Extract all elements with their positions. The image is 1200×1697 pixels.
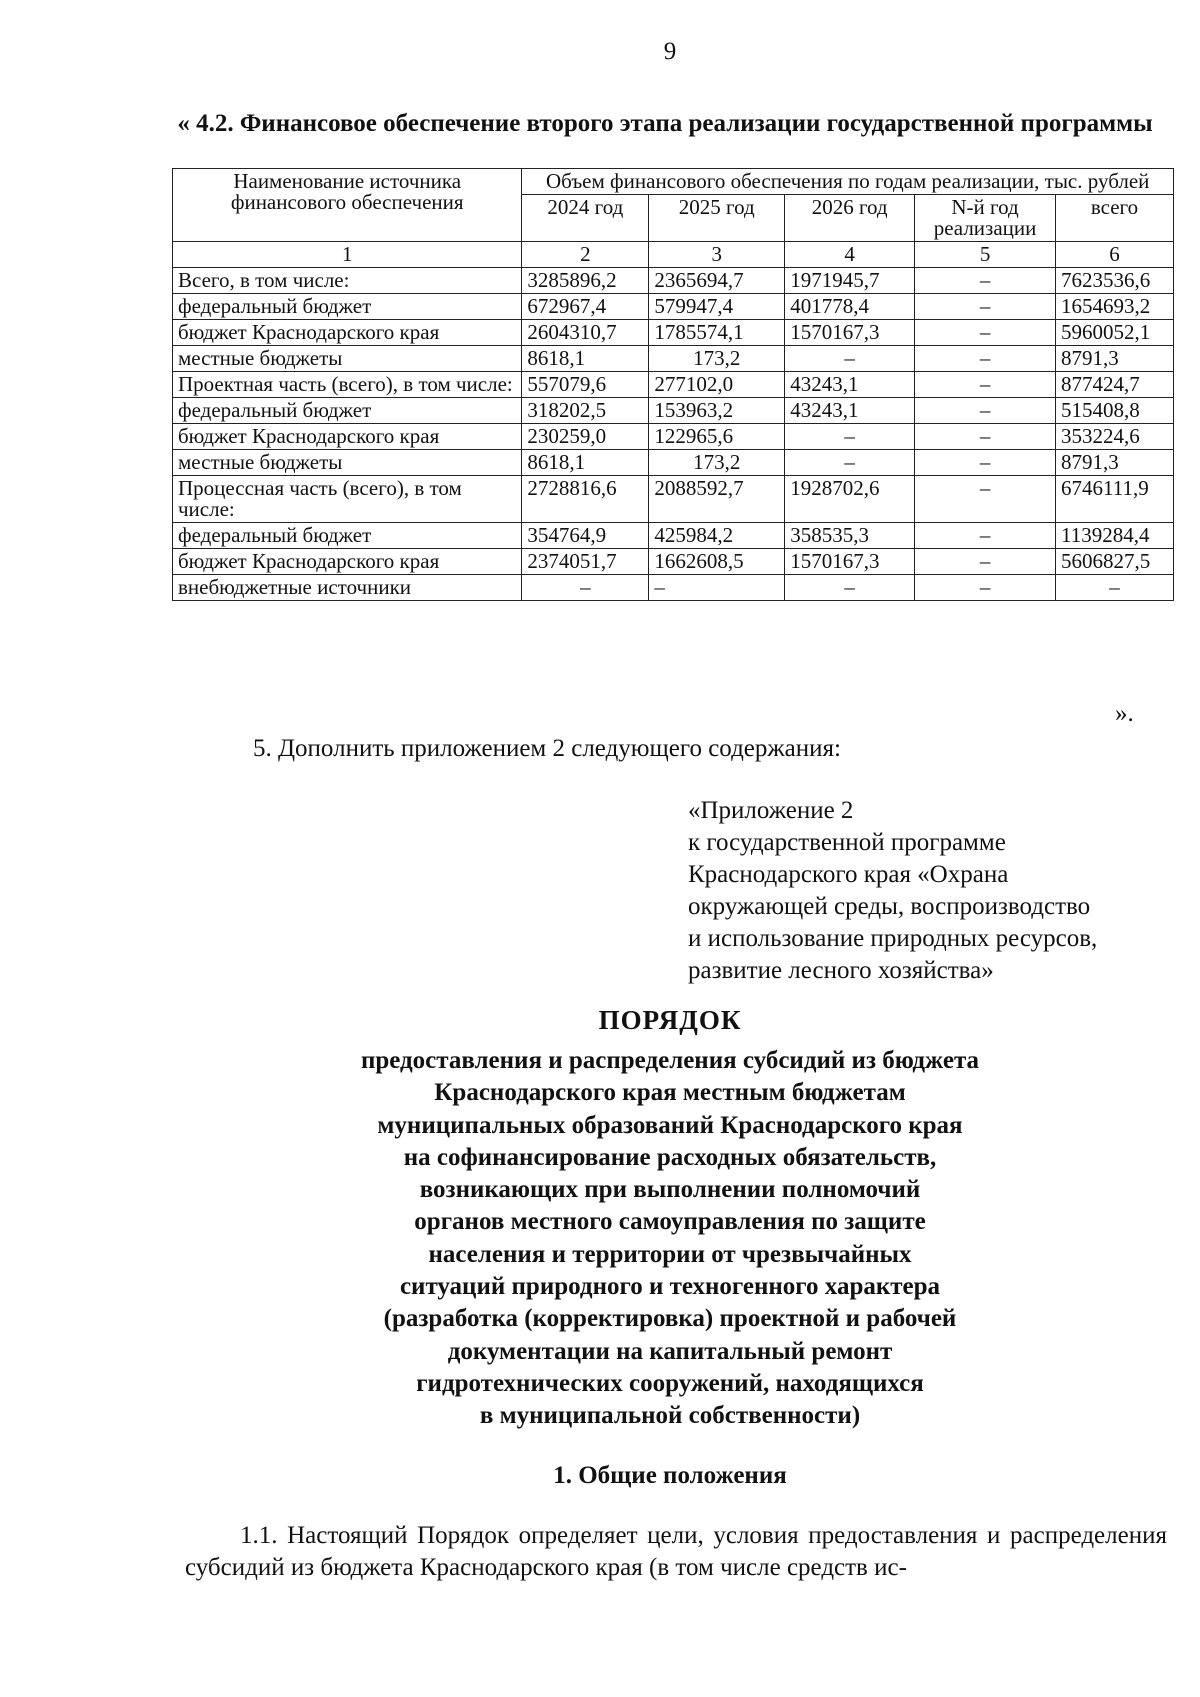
column-number: 2 — [522, 242, 649, 268]
row-label: бюджет Краснодарского края — [173, 320, 522, 346]
cell-value: 5606827,5 — [1056, 549, 1174, 575]
table-row — [173, 398, 1174, 424]
cell-value: – — [915, 476, 1056, 523]
row-label: бюджет Краснодарского края — [173, 549, 522, 575]
cell-value: – — [785, 450, 915, 476]
cell-value: 8618,1 — [522, 450, 649, 476]
cell-value: 43243,1 — [785, 372, 915, 398]
subtitle-line: на софинансирование расходных обязательств, — [403, 1143, 937, 1171]
header-2024: 2024 год — [522, 195, 649, 242]
cell-value: 557079,6 — [522, 372, 649, 398]
subtitle-line: ситуаций природного и техногенного характера — [399, 1273, 941, 1301]
table-column-numbers-row — [173, 242, 1174, 268]
cell-value: 3285896,2 — [522, 268, 649, 294]
paragraph-5: 5. Дополнить приложением 2 следующего содержания: — [253, 735, 841, 762]
cell-value: 173,2 — [649, 450, 785, 476]
cell-value: 1570167,3 — [785, 320, 915, 346]
table-row — [173, 294, 1174, 320]
cell-value: 425984,2 — [649, 523, 785, 549]
cell-value: 353224,6 — [1056, 424, 1174, 450]
column-number: 3 — [649, 242, 785, 268]
appendix-line: и использование природных ресурсов, — [688, 925, 1098, 952]
cell-value: 173,2 — [649, 346, 785, 372]
subtitle-line: предоставления и распределения субсидий из бюджета — [360, 1047, 980, 1074]
cell-value: 2374051,7 — [522, 549, 649, 575]
cell-value: 1785574,1 — [649, 320, 785, 346]
subtitle-line: органов местного самоуправления по защите — [414, 1208, 926, 1236]
cell-value: 8791,3 — [1056, 346, 1174, 372]
table-row — [173, 424, 1174, 450]
cell-value: 358535,3 — [785, 523, 915, 549]
column-number: 1 — [173, 242, 522, 268]
cell-value: – — [785, 575, 915, 601]
table-row — [173, 575, 1174, 601]
cell-value: 2728816,6 — [522, 476, 649, 523]
subtitle-line: муниципальных образований Краснодарского края — [377, 1111, 963, 1139]
appendix-line: к государственной программе — [688, 829, 1006, 856]
document-heading: ПОРЯДОК — [598, 1005, 742, 1035]
subtitle-line: Краснодарского края местным бюджетам — [434, 1079, 906, 1107]
table-row — [173, 523, 1174, 549]
cell-value: – — [915, 372, 1056, 398]
row-label: федеральный бюджет — [173, 294, 522, 320]
cell-value: 2088592,7 — [649, 476, 785, 523]
cell-value: – — [1056, 575, 1174, 601]
cell-value: 1928702,6 — [785, 476, 915, 523]
cell-value: – — [915, 268, 1056, 294]
cell-value: 5960052,1 — [1056, 320, 1174, 346]
cell-value: 8618,1 — [522, 346, 649, 372]
cell-value: – — [915, 398, 1056, 424]
section-title: « 4.2. Финансовое обеспечение второго этапа реализации государственной программы — [177, 110, 1153, 137]
cell-value: 318202,5 — [522, 398, 649, 424]
appendix-label — [688, 795, 1168, 987]
cell-value: – — [649, 575, 785, 601]
financing-table — [172, 168, 1174, 601]
row-label: федеральный бюджет — [173, 523, 522, 549]
table-row — [173, 549, 1174, 575]
row-label: Всего, в том числе: — [173, 268, 522, 294]
subtitle-line: гидротехнических сооружений, находящихся — [416, 1369, 924, 1397]
row-label: внебюджетные источники — [173, 575, 522, 601]
header-n-year: N-й год реализации — [915, 195, 1056, 242]
appendix-line: «Приложение 2 — [688, 797, 854, 824]
cell-value: 1971945,7 — [785, 268, 915, 294]
page-number: 9 — [663, 38, 677, 65]
cell-value: 515408,8 — [1056, 398, 1174, 424]
cell-value: 1654693,2 — [1056, 294, 1174, 320]
header-source: Наименование источника финансового обеспечения — [173, 169, 522, 242]
row-label: Проектная часть (всего), в том числе: — [173, 372, 522, 398]
header-2026: 2026 год — [785, 195, 915, 242]
cell-value: 8791,3 — [1056, 450, 1174, 476]
table-row — [173, 476, 1174, 523]
cell-value: – — [915, 523, 1056, 549]
header-volume: Объем финансового обеспечения по годам реализации, тыс. рублей — [522, 169, 1174, 195]
cell-value: – — [785, 346, 915, 372]
paragraph-1-1: 1.1. Настоящий Порядок определяет цели, условия предоставления и распределения субсидий из бюджета Краснодарского края (в том числе средств ис- — [185, 1522, 1167, 1581]
cell-value: 122965,6 — [649, 424, 785, 450]
table-row — [173, 372, 1174, 398]
cell-value: – — [915, 320, 1056, 346]
row-label: Процессная часть (всего), в том числе: — [173, 476, 522, 523]
cell-value: – — [785, 424, 915, 450]
row-label: местные бюджеты — [173, 450, 522, 476]
row-label: федеральный бюджет — [173, 398, 522, 424]
table-row — [173, 346, 1174, 372]
cell-value: 230259,0 — [522, 424, 649, 450]
row-label: бюджет Краснодарского края — [173, 424, 522, 450]
subtitle-line: документации на капитальный ремонт — [447, 1337, 893, 1365]
cell-value: 1570167,3 — [785, 549, 915, 575]
appendix-line: окружающей среды, воспроизводство — [688, 893, 1091, 920]
cell-value: 1662608,5 — [649, 549, 785, 575]
quote-close: ». — [1115, 700, 1134, 727]
table-row — [173, 268, 1174, 294]
document-subtitle — [265, 1045, 1075, 1433]
cell-value: 6746111,9 — [1056, 476, 1174, 523]
appendix-line: Краснодарского края «Охрана — [688, 861, 1009, 888]
cell-value: – — [915, 346, 1056, 372]
cell-value: 2604310,7 — [522, 320, 649, 346]
cell-value: 401778,4 — [785, 294, 915, 320]
cell-value: 877424,7 — [1056, 372, 1174, 398]
subtitle-line: населения и территории от чрезвычайных — [428, 1240, 912, 1268]
header-total: всего — [1056, 195, 1174, 242]
column-number: 4 — [785, 242, 915, 268]
cell-value: – — [915, 549, 1056, 575]
table-header-row — [173, 169, 1174, 195]
cell-value: 7623536,6 — [1056, 268, 1174, 294]
cell-value: 153963,2 — [649, 398, 785, 424]
cell-value: – — [522, 575, 649, 601]
column-number: 5 — [915, 242, 1056, 268]
cell-value: – — [915, 450, 1056, 476]
table-row — [173, 320, 1174, 346]
section-1-title: 1. Общие положения — [553, 1462, 787, 1489]
cell-value: 2365694,7 — [649, 268, 785, 294]
cell-value: 43243,1 — [785, 398, 915, 424]
cell-value: – — [915, 424, 1056, 450]
cell-value: 672967,4 — [522, 294, 649, 320]
cell-value: – — [915, 575, 1056, 601]
cell-value: – — [915, 294, 1056, 320]
appendix-line: развитие лесного хозяйства» — [688, 957, 994, 984]
subtitle-line: возникающих при выполнении полномочий — [419, 1176, 921, 1204]
subtitle-line: (разработка (корректировка) проектной и рабочей — [383, 1305, 957, 1333]
column-number: 6 — [1056, 242, 1174, 268]
cell-value: 354764,9 — [522, 523, 649, 549]
subtitle-line: в муниципальной собственности) — [479, 1402, 861, 1430]
table-row — [173, 450, 1174, 476]
cell-value: 579947,4 — [649, 294, 785, 320]
cell-value: 1139284,4 — [1056, 523, 1174, 549]
header-2025: 2025 год — [649, 195, 785, 242]
cell-value: 277102,0 — [649, 372, 785, 398]
row-label: местные бюджеты — [173, 346, 522, 372]
